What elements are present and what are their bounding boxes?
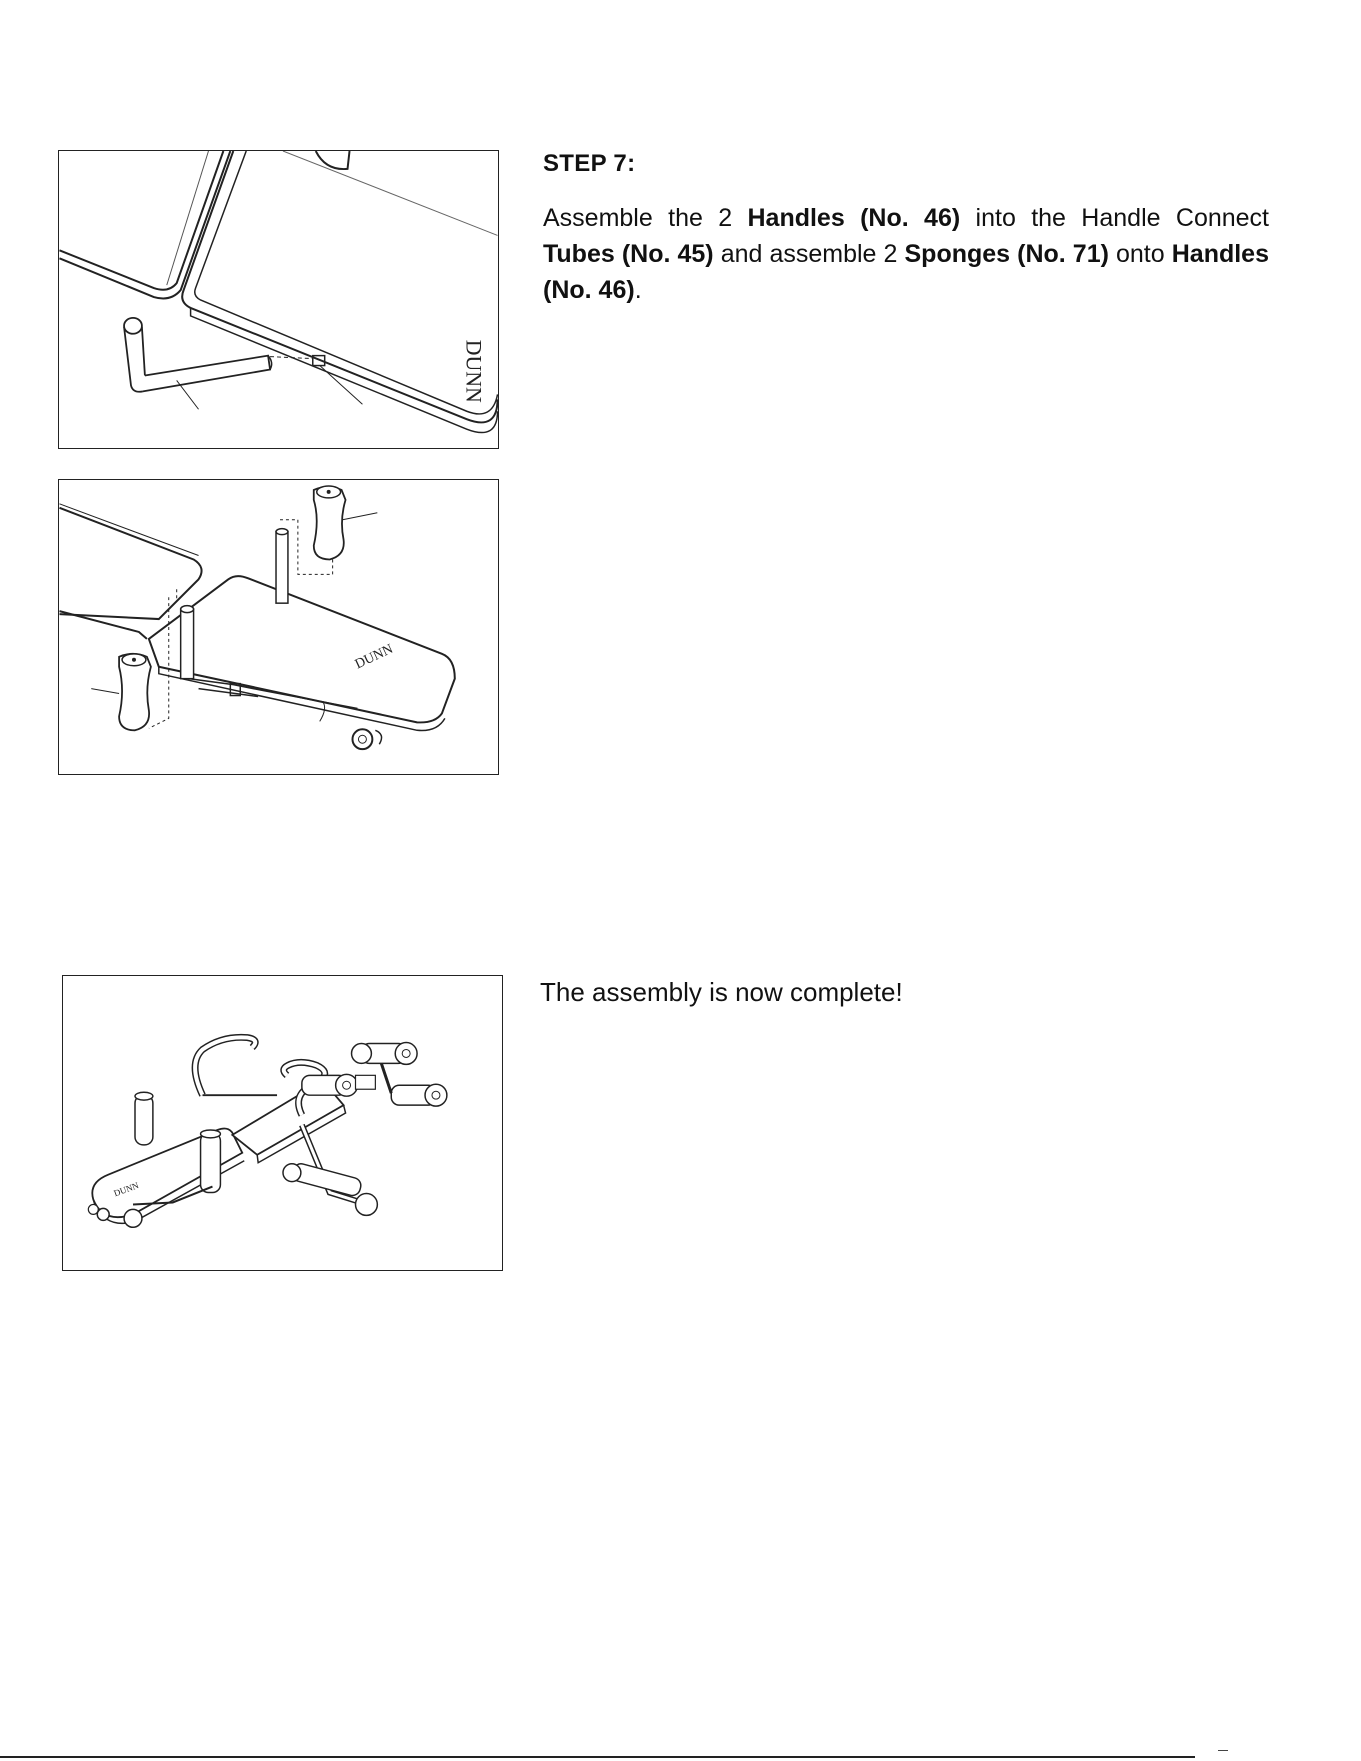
brand-logo: DUNN (112, 1180, 141, 1199)
step7-figure-sponge-assembly (58, 479, 499, 775)
instruction-part: Assemble the 2 (543, 204, 748, 232)
brand-logo: DUNN (352, 641, 396, 673)
instruction-part: onto (1108, 240, 1172, 268)
completed-assembly-figure (62, 975, 503, 1271)
instruction-part: . (634, 276, 642, 304)
brand-logo: DUNN (461, 339, 486, 403)
completed-bench-illustration (63, 976, 502, 1270)
instruction-part: into the Handle Connect (960, 204, 1270, 232)
instruction-part: and assemble 2 (713, 240, 905, 268)
completion-message: The assembly is now complete! (540, 977, 903, 1007)
step-instructions (543, 200, 1269, 308)
part-reference-sponges: Sponges (No. 71) (904, 240, 1109, 268)
part-reference-handles: Handles (No. 46) (543, 240, 1269, 304)
page-mark (1218, 1750, 1228, 1754)
step-heading: STEP 7: (543, 150, 636, 177)
footer-divider (0, 1756, 1195, 1758)
handle-insertion-illustration (59, 151, 498, 448)
sponge-assembly-illustration (59, 480, 498, 774)
part-reference-tubes: Tubes (No. 45) (543, 240, 714, 268)
part-reference-handles: Handles (No. 46) (747, 204, 961, 232)
step7-figure-handle-insertion (58, 150, 499, 449)
